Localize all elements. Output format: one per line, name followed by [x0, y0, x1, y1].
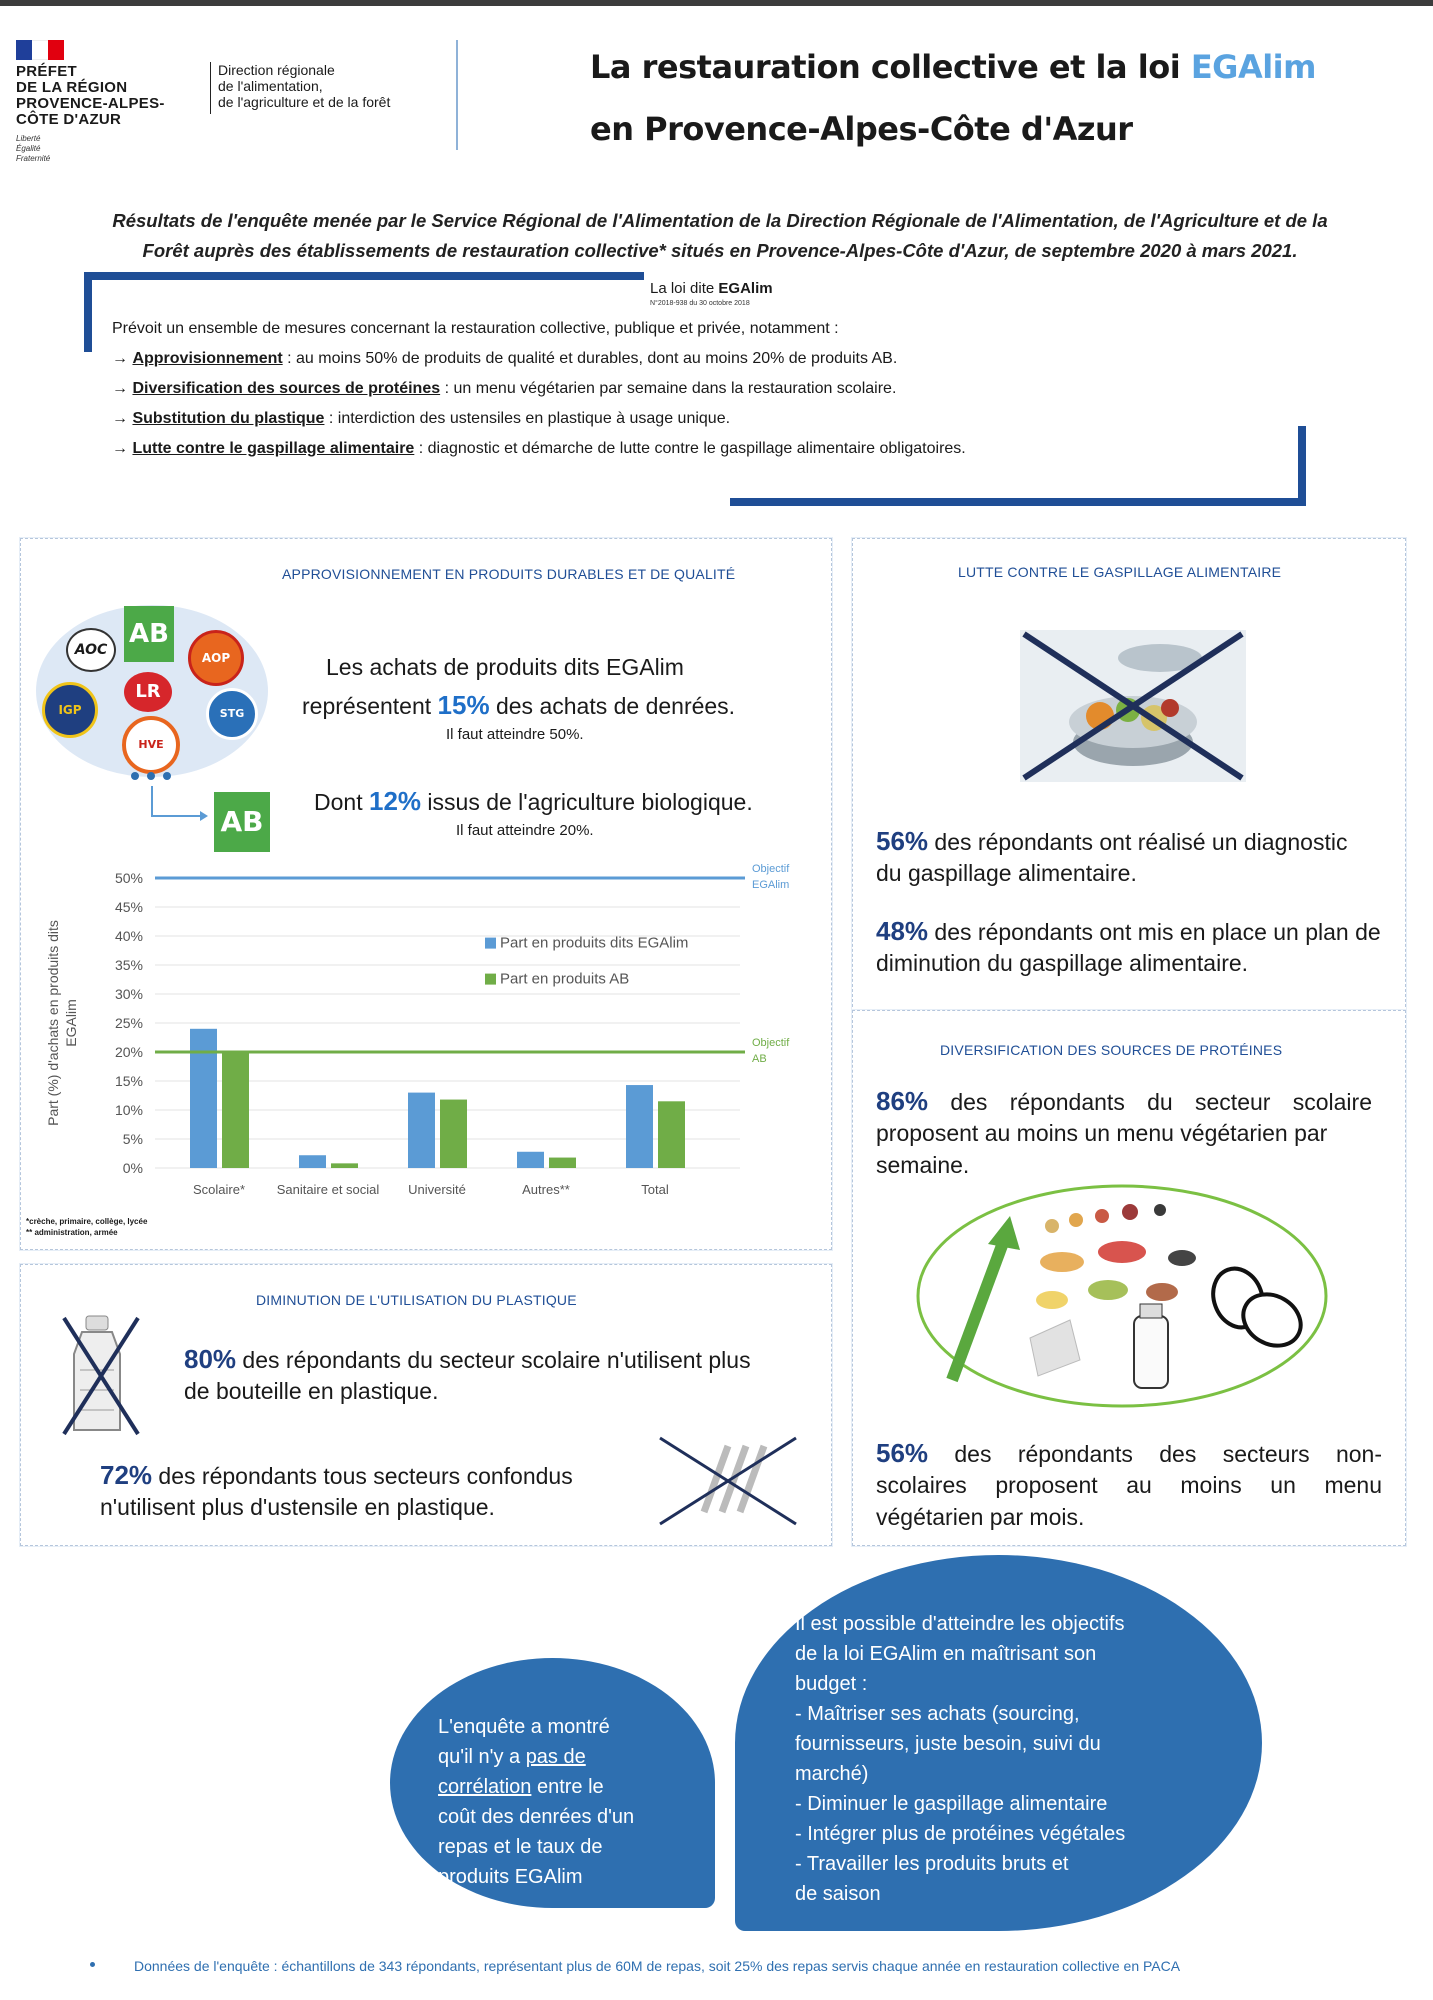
supply-bar-chart [40, 860, 820, 1210]
protein-title: DIVERSIFICATION DES SOURCES DE PROTÉINES [940, 1042, 1283, 1058]
law-item: → Diversification des sources de protéines : un menu végétarien par semaine dans la restauration scolaire. [112, 380, 897, 397]
marianne-flag-icon [16, 40, 64, 60]
prefet-block: PRÉFET DE LA RÉGION PROVENCE-ALPES- CÔTE D'AZUR [16, 63, 165, 128]
aop-label-icon: AOP [188, 630, 244, 686]
law-frame-bottom [730, 498, 1306, 506]
chart-bar [517, 1152, 544, 1168]
chart-bar [222, 1052, 249, 1168]
legend-swatch [485, 938, 496, 949]
chart-bar [626, 1085, 653, 1168]
egalim-share-line1: Les achats de produits dits EGAlim [326, 654, 684, 680]
y-tick-label: 30% [114, 986, 143, 1002]
law-reference: N°2018-938 du 30 octobre 2018 [650, 300, 750, 307]
plastic-bottle-stat-line2: de bouteille en plastique. [184, 1378, 439, 1404]
y-tick-label: 20% [114, 1044, 143, 1060]
aoc-label-icon: AOC [66, 628, 116, 672]
waste-plan-stat: 48% des répondants ont mis en place un plan de [876, 916, 1381, 946]
survey-footer: Données de l'enquête : échantillons de 343 répondants, représentant plus de 60M de repas, soit 25% des repas servis chaque année en restauration collective en PACA [134, 1958, 1181, 1974]
correlation-bubble: L'enquête a montré qu'il n'y a pas de corrélation entre le coût des denrées d'un repas et le taux de produits EGAlim [390, 1658, 715, 1908]
law-item: → Substitution du plastique : interdiction des ustensiles en plastique à usage unique. [112, 410, 731, 427]
waste-title: LUTTE CONTRE LE GASPILLAGE ALIMENTAIRE [958, 564, 1282, 580]
organic-share-line: Dont 12% issus de l'agriculture biologique. [314, 786, 753, 816]
vegetable-proteins-icon [912, 1180, 1332, 1412]
legend-label: Part en produits AB [500, 970, 630, 988]
plastic-utensil-stat-line2: n'utilisent plus d'ustensile en plastique. [100, 1494, 495, 1520]
chart-bar [408, 1093, 435, 1168]
legend-swatch [485, 974, 496, 985]
protein-nonschool-stat-line3: végétarien par mois. [876, 1504, 1085, 1530]
waste-diagnostic-stat-line2: du gaspillage alimentaire. [876, 860, 1137, 886]
waste-diagnostic-stat: 56% des répondants ont réalisé un diagnostic [876, 826, 1348, 856]
egalim-target-note: Il faut atteindre 50%. [446, 726, 584, 743]
objective-label: Objectif [752, 1037, 790, 1049]
protein-school-stat: 86% des répondants du secteur scolaire [876, 1086, 1372, 1116]
footer-bullet-icon [90, 1962, 95, 1967]
supply-title: APPROVISIONNEMENT EN PRODUITS DURABLES ET DE QUALITÉ [282, 566, 736, 582]
egalim-share-line2: représentent 15% des achats de denrées. [302, 690, 736, 720]
legend-label: Part en produits dits EGAlim [500, 934, 689, 952]
crossed-food-waste-icon [1020, 630, 1246, 782]
y-tick-label: 50% [114, 870, 143, 886]
law-frame-left [84, 272, 92, 352]
x-tick-label: Scolaire* [192, 1182, 246, 1197]
chart-bar [331, 1163, 358, 1168]
organic-target-note: Il faut atteindre 20%. [456, 822, 594, 839]
chart-bar [190, 1029, 217, 1168]
chart-bar [440, 1100, 467, 1168]
protein-nonschool-stat: 56% des répondants des secteurs non- [876, 1438, 1382, 1468]
header-divider [456, 40, 458, 150]
header-separator [210, 62, 211, 114]
y-tick-label: 35% [114, 957, 143, 973]
law-description: Prévoit un ensemble de mesures concernant la restauration collective, publique et privée, notamment : [112, 320, 839, 337]
label-rouge-icon: LR [124, 672, 172, 712]
chart-bar [658, 1101, 685, 1168]
y-tick-label: 25% [114, 1015, 143, 1031]
protein-nonschool-stat-line2: scolaires proposent au moins un menu [876, 1472, 1382, 1498]
budget-advice-bubble: Il est possible d'atteindre les objectifs de la loi EGAlim en maîtrisant son budget : - Maîtriser ses achats (sourcing, fournisseurs, juste besoin, suivi du marché) - Diminuer le gaspillage alimentaire - Intégrer plus de protéines végétales - Travailler les produits bruts et de saison [735, 1555, 1262, 1931]
chart-bar [549, 1158, 576, 1168]
y-tick-label: 45% [114, 899, 143, 915]
arrow-to-ab-icon [148, 786, 208, 826]
ab-label-icon: AB [124, 606, 174, 662]
crossed-utensils-icon [656, 1432, 802, 1528]
law-item: → Approvisionnement : au moins 50% de produits de qualité et durables, dont au moins 20% de produits AB. [112, 350, 898, 367]
law-frame-right [1298, 426, 1306, 506]
stg-label-icon: STG [206, 688, 258, 740]
intro-text: Résultats de l'enquête menée par le Service Régional de l'Alimentation de la Direction Régionale de l'Alimentation, de l'Agriculture et de la Forêt auprès des établissements de restauration collective* situés en Provence-Alpes-Côte d'Azur, de septembre 2020 à mars 2021. [112, 210, 1328, 261]
devise: Liberté Égalité Fraternité [16, 134, 51, 163]
law-item: → Lutte contre le gaspillage alimentaire : diagnostic et démarche de lutte contre le gaspillage alimentaire obligatoires. [112, 440, 966, 457]
y-tick-label: 15% [114, 1073, 143, 1089]
page-title: La restauration collective et la loi EGAlim [590, 48, 1316, 86]
x-tick-label: Sanitaire et social [276, 1182, 380, 1197]
objective-label: Objectif [752, 863, 790, 875]
law-title: La loi dite EGAlim [650, 280, 773, 297]
plastic-utensil-stat: 72% des répondants tous secteurs confondus [100, 1460, 573, 1490]
x-tick-label: Université [408, 1182, 466, 1197]
plastic-bottle-stat: 80% des répondants du secteur scolaire n'utilisent plus [184, 1344, 751, 1374]
objective-label: AB [752, 1053, 767, 1065]
protein-school-stat-line3: semaine. [876, 1152, 970, 1178]
ab-organic-icon: AB [214, 792, 270, 852]
waste-plan-stat-line2: diminution du gaspillage alimentaire. [876, 950, 1249, 976]
law-frame-top [84, 272, 644, 280]
page-title-line2: en Provence-Alpes-Côte d'Azur [590, 110, 1133, 148]
protein-school-stat-line2: proposent au moins un menu végétarien par [876, 1120, 1328, 1146]
draaf-block: Direction régionale de l'alimentation, de l'agriculture et de la forêt [218, 62, 391, 110]
chart-bar [299, 1155, 326, 1168]
x-tick-label: Autres** [522, 1182, 570, 1197]
hve-label-icon: HVE [122, 716, 180, 774]
y-tick-label: 0% [122, 1160, 143, 1176]
x-tick-label: Total [641, 1182, 669, 1197]
plastic-title: DIMINUTION DE L'UTILISATION DU PLASTIQUE [256, 1292, 577, 1308]
y-tick-label: 40% [114, 928, 143, 944]
y-tick-label: 10% [114, 1102, 143, 1118]
more-labels-dots-icon [128, 768, 178, 778]
chart-footnote: *crèche, primaire, collège, lycée ** administration, armée [26, 1217, 148, 1237]
crossed-bottle-icon [56, 1310, 146, 1440]
y-axis-label: Part (%) d'achats en produits dits EGAlim [45, 920, 79, 1126]
y-tick-label: 5% [122, 1131, 143, 1147]
top-bar [0, 0, 1433, 6]
objective-label: EGAlim [752, 879, 790, 891]
igp-label-icon: IGP [42, 682, 98, 738]
